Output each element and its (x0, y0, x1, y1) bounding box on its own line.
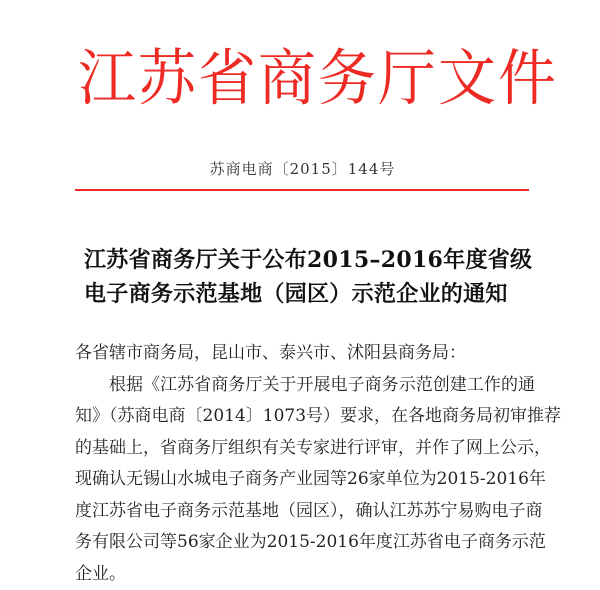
issuer-banner: 江苏省商务厅文件 (78, 36, 528, 120)
paragraph-line: 务有限公司等56家企业为2015-2016年度江苏省电子商务示范 (75, 527, 535, 559)
document-number: 苏商电商〔2015〕144号 (0, 158, 600, 179)
document-title-line-2: 电子商务示范基地（园区）示范企业的通知 (84, 277, 524, 308)
paragraph-line: 度江苏省电子商务示范基地（园区），确认江苏苏宁易购电子商 (75, 496, 535, 528)
red-divider (75, 189, 529, 191)
paragraph-line: 知》（苏商电商〔2014〕1073号）要求，在各地商务局初审推荐 (75, 401, 535, 433)
paragraph-line: 根据《江苏省商务厅关于开展电子商务示范创建工作的通 (75, 370, 535, 402)
paragraph-line: 现确认无锡山水城电子商务产业园等26家单位为2015-2016年 (75, 464, 535, 496)
paragraph-line: 企业。 (75, 559, 535, 590)
salutation: 各省辖市商务局，昆山市、泰兴市、沭阳县商务局： (75, 338, 535, 370)
document-body (75, 338, 535, 590)
document-title-line-1: 江苏省商务厅关于公布2015–2016年度省级 (84, 243, 524, 274)
paragraph-line: 的基础上，省商务厅组织有关专家进行评审，并作了网上公示， (75, 433, 535, 465)
